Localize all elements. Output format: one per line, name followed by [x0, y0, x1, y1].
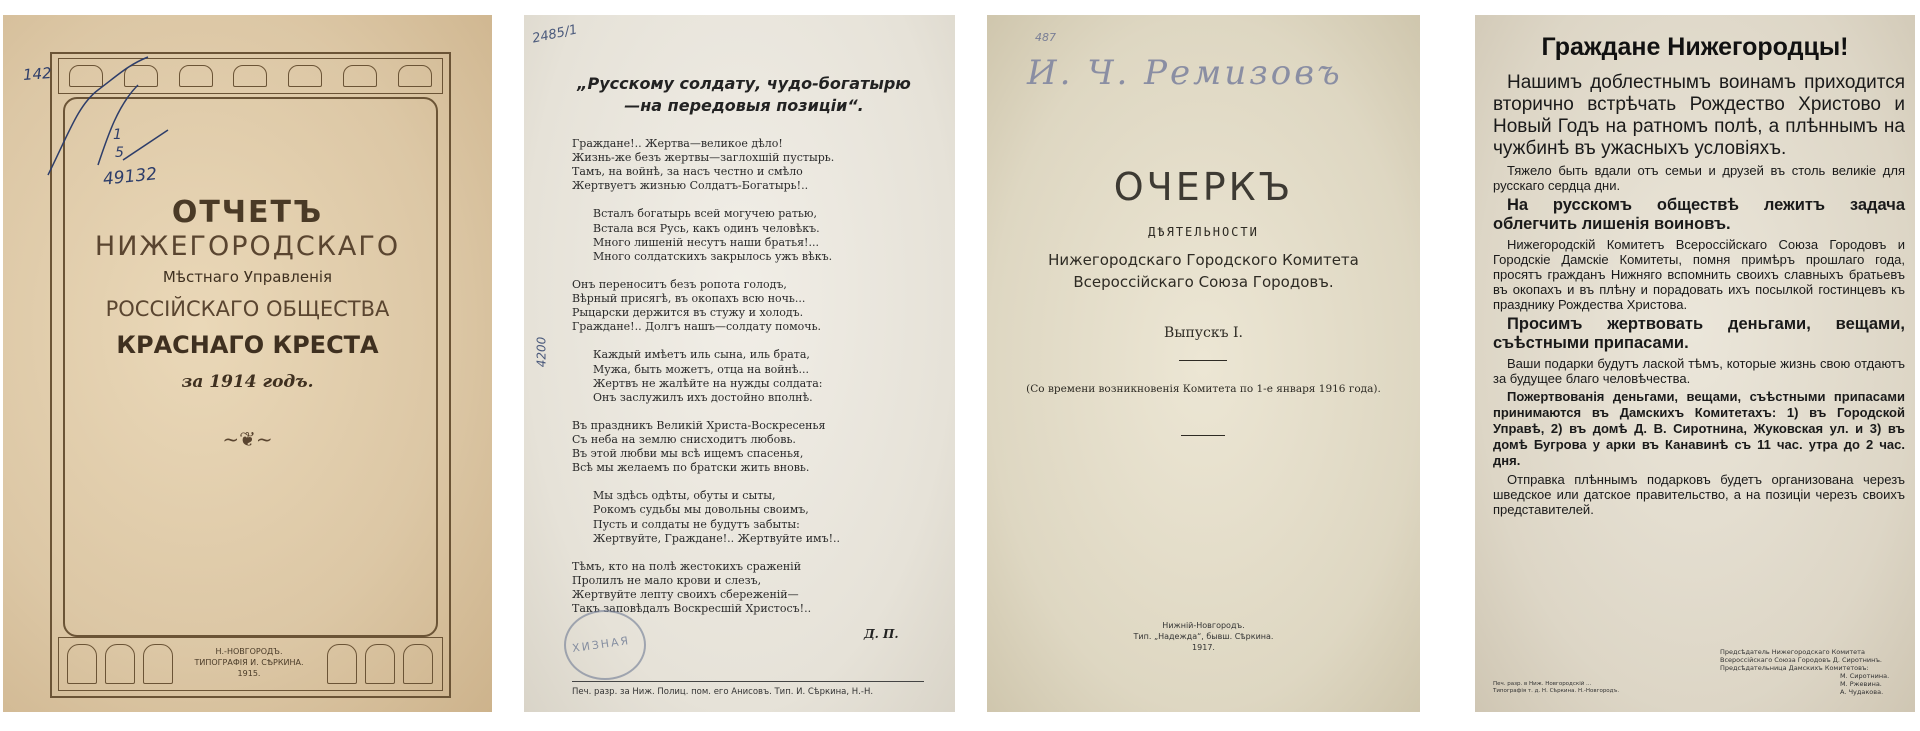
handwritten-number: 5 — [115, 145, 124, 161]
ornament-band-bottom — [58, 637, 443, 691]
ornament-icon — [105, 644, 135, 684]
report-year: за 1914 годъ. — [181, 372, 314, 392]
poem-leaflet — [524, 15, 955, 712]
subtitle: ДѢЯТЕЛЬНОСТИ — [1148, 225, 1259, 239]
imprint: Н.-НОВГОРОДЪ. ТИПОГРАФІЯ И. СѢРКИНА. 1915. — [194, 647, 304, 678]
divider — [1179, 360, 1227, 361]
paragraph: Нижегородскій Комитетъ Всероссійскаго Союза Городовъ и Городскіе Дамскіе Комитеты, помня примѣръ прошлаго года, просятъ гражданъ Нижняго вспомнить своихъ славныхъ братьевъ въ окопахъ и въ плѣну и порадовать ихъ посылкой гостинцевъ къ празднику Рождества Христова. — [1493, 237, 1905, 312]
signoff: Предсѣдатель Нижегородскаго Комитета Всероссійскаго Союза Городовъ Д. Сиротнинъ. Предсѣдательница Дамскихъ Комитетовъ: М. Сиротнина. М. Ржевина. А. Чудакова. — [1720, 648, 1890, 696]
paragraph-bold: Пожертвованія деньгами, вещами, съѣстными припасами принимаются въ Дамскихъ Комитетахъ: 1) въ Городской Управѣ, 2) въ домѣ Д. В. Сиротнина, Жуковская ул. и 3) въ домѣ Бугрова у арки въ Канавинѣ съ 11 час. утра до 2 час. дня. — [1493, 389, 1905, 468]
paragraph: Ваши подарки будутъ лаской тѣмъ, которые жизнь свою отдаютъ за будущее благо человѣчества. — [1493, 356, 1905, 386]
paragraph-bold: Просимъ жертвовать деньгами, вещами, съѣстными припасами. — [1493, 315, 1905, 352]
ornament-icon — [67, 644, 97, 684]
owner-signature: И. Ч. Ремизовъ — [1027, 53, 1343, 93]
title: ОЧЕРКЪ — [1113, 165, 1294, 209]
handwritten-number: 1 — [113, 127, 122, 143]
society-name: РОССІЙСКАГО ОБЩЕСТВА — [105, 297, 390, 321]
flourish-icon: ~❦~ — [222, 427, 273, 451]
paragraph: Нашимъ доблестнымъ воинамъ приходится вторично встрѣчать Рождество Христово и Новый Годъ на ратномъ полѣ, а плѣннымъ на чужбинѣ въ ужасныхъ условіяхъ. — [1493, 72, 1905, 159]
issue-number: Выпускъ I. — [1164, 325, 1243, 341]
poster-body — [1493, 72, 1905, 520]
stamp-text: ХИЗНАЯ — [571, 634, 631, 655]
paragraph: Тяжело быть вдали отъ семьи и друзей въ столь великіе для русскаго сердца дни. — [1493, 163, 1905, 193]
period-note: (Со времени возникновенія Комитета по 1-е января 1916 года). — [1026, 383, 1381, 395]
print-permission: Печ. разр. за Ниж. Полиц. пом. его Анисовъ. Тип. И. Сѣркина, Н.-Н. — [572, 687, 874, 697]
poem-text: Граждане!.. Жертва—великое дѣло! Жизнь-же безъ жертвы—заглохшій пустырь. Тамъ, на войнѣ, за насъ честно и смѣло Жертвуетъ жизнью Солдатъ-Богатырь!.. Всталъ богатырь всей могучею ратью, Встала вся Русь, какъ одинъ человѣкъ. Много лишеній несутъ наши братья!... Много солдатскихъ закрылось ужъ вѣкъ. Онъ переноситъ безъ ропота голодъ, Вѣрный присягѣ, въ окопахъ всю ночь... Рыцарски держится въ стужу и холодъ. Граждане!.. Долгъ нашъ—солдату помочь. Каждый имѣетъ иль сына, иль брата, Мужа, быть можетъ, отца на войнѣ... Жертвъ не жалѣйте на нужды солдата: Онъ заслужилъ ихъ достойно вполнѣ. Въ праздникъ Великій Христа-Воскресенья Съ неба на землю снисходитъ любовь. Въ этой любви мы всѣ ищемъ спасенья, Всѣ мы желаемъ по братски жить вновь. Мы здѣсь одѣты, обуты и сыты, Рокомъ судьбы мы довольны своимъ, Пусть и солдаты не будутъ забыты: Жертвуйте, Граждане!.. Жертвуйте имъ!.. Тѣмъ, кто на полѣ жестокихъ сраженій Пролилъ не мало крови и слезъ, Жертвуйте лепту своихъ сбереженій— Такъ заповѣдалъ Воскресшій Христосъ!.. — [572, 137, 841, 616]
paragraph: Отправка плѣннымъ подарковъ будетъ организована черезъ шведское или датское правительство, а на позиціи черезъ своихъ представителей. — [1493, 472, 1905, 517]
paragraph-bold: На русскомъ обществѣ лежитъ задача облегчить лишенія воиновъ. — [1493, 196, 1905, 233]
poster-heading: Граждане Нижегородцы! — [1541, 33, 1849, 61]
appeal-poster — [1475, 15, 1915, 712]
divider — [1181, 435, 1225, 436]
org-name: НИЖЕГОРОДСКАГО — [94, 231, 401, 262]
side-mark: 4200 — [534, 336, 549, 368]
essay-cover — [987, 15, 1420, 712]
committee-name: Нижегородскаго Городского Комитета Всероссійскаго Союза Городовъ. — [1048, 251, 1359, 291]
imprint: Печ. разр. в Ниж. Новгородскій ... Типографія т. д. Н. Сѣркина. Н.-Новгородъ. — [1493, 681, 1620, 694]
archive-mark: 487 — [1035, 31, 1056, 44]
ornament-icon — [403, 644, 433, 684]
ornament-icon — [327, 644, 357, 684]
footer-divider — [572, 681, 924, 682]
imprint: Нижній-Новгородъ. Тип. „Надежда“, бывш. Сѣркина. 1917. — [1133, 621, 1274, 652]
ornament-icon — [143, 644, 173, 684]
ornament-icon — [365, 644, 395, 684]
handwritten-number: 49132 — [102, 164, 158, 190]
title: ОТЧЕТЪ — [171, 195, 324, 230]
red-cross-name: КРАСНАГО КРЕСТА — [116, 331, 379, 359]
handwritten-number: 142 — [22, 64, 53, 84]
handwritten-scribble — [38, 45, 178, 195]
archive-mark: 2485/1 — [530, 22, 579, 47]
poem-title: „Русскому солдату, чудо-богатырю —на передовыя позиціи“. — [577, 74, 911, 115]
subtitle: Мѣстнаго Управленія — [162, 268, 333, 286]
signature: Д. П. — [864, 627, 899, 641]
report-cover-1914 — [3, 15, 492, 712]
